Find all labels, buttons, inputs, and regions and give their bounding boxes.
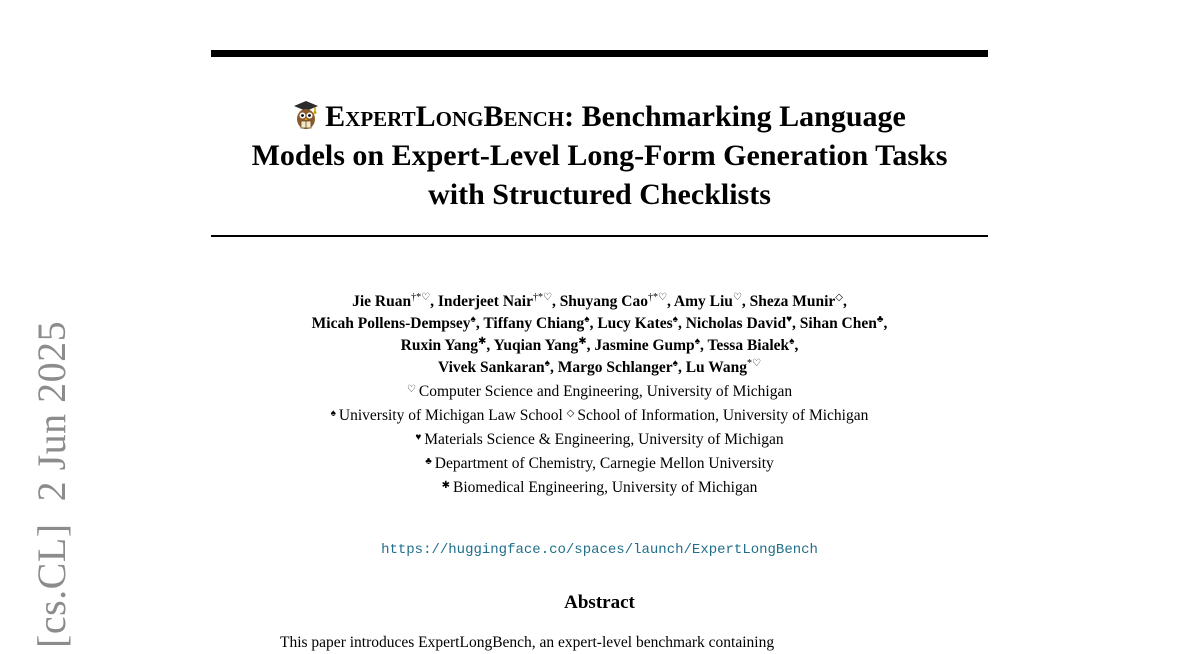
author-affiliation-marks: ♠ <box>789 335 795 347</box>
affiliation-mark: ♣ <box>425 456 432 467</box>
affiliation-mark: ♥ <box>415 432 422 443</box>
author-name: Jasmine Gump <box>594 337 695 354</box>
author-affiliation-marks: ♠ <box>694 335 700 347</box>
author-affiliation-marks: ♡ <box>732 291 742 303</box>
affiliation-mark: ✱ <box>441 480 451 491</box>
author-name: Yuqian Yang <box>493 337 579 354</box>
affiliation <box>211 451 988 475</box>
affiliation-text: Materials Science & Engineering, University of Michigan <box>424 431 784 448</box>
benchmark-name-part1: Expert <box>325 100 416 133</box>
affiliation-text: Department of Chemistry, Carnegie Mellon University <box>434 455 774 472</box>
affiliation <box>211 403 988 427</box>
author-affiliation-marks: †*♡ <box>648 291 667 303</box>
affiliation-text: School of Information, University of Michigan <box>577 407 869 424</box>
author-name: Sihan Chen <box>799 315 877 332</box>
arxiv-date: 2 Jun 2025 <box>29 320 74 502</box>
title-rule-top <box>211 50 988 57</box>
author-name: Inderjeet Nair <box>437 293 533 310</box>
author-name: Margo Schlanger <box>557 359 673 376</box>
project-link[interactable]: https://huggingface.co/spaces/launch/ExpertLongBench <box>381 542 818 558</box>
title-line3: with Structured Checklists <box>428 178 771 211</box>
author-name: Amy Liu <box>673 293 733 310</box>
author-name: Tessa Bialek <box>707 337 790 354</box>
title-line2: Models on Expert-Level Long-Form Generation Tasks <box>251 139 948 172</box>
author-line: Micah Pollens-Dempsey♠, Tiffany Chiang♠, Lucy Kates♠, Nicholas David♥, Sihan Chen♣, <box>311 313 888 332</box>
affiliation-mark: ♠ <box>330 408 336 419</box>
author-name: Shuyang Cao <box>559 293 648 310</box>
author-name: Tiffany Chiang <box>483 315 585 332</box>
author-affiliation-marks: ♠ <box>470 313 476 325</box>
author-affiliation-marks: †*♡ <box>532 291 552 303</box>
author-name: Nicholas David <box>685 315 787 332</box>
author-affiliation-marks: ♥ <box>786 313 793 325</box>
author-block <box>211 291 988 499</box>
author-affiliation-marks: ✱ <box>478 335 487 347</box>
title-line1-rest: : Benchmarking Language <box>564 100 906 133</box>
author-line: Vivek Sankaran♠, Margo Schlanger♠, Lu Wang*♡ <box>437 357 762 376</box>
title-rule-bottom <box>211 235 988 237</box>
benchmark-name-part3: Bench <box>483 100 565 133</box>
affiliation <box>211 475 988 499</box>
author-affiliation-marks: ♣ <box>876 313 884 325</box>
affiliation-text: University of Michigan Law School <box>338 407 563 424</box>
author-affiliation-marks: ✱ <box>578 335 587 347</box>
author-name: Lu Wang <box>685 359 748 376</box>
author-affiliation-marks: ◇ <box>835 291 843 303</box>
author-name: Ruxin Yang <box>400 337 479 354</box>
affiliation <box>211 379 988 403</box>
paper-title <box>211 97 988 214</box>
affiliation-text: Biomedical Engineering, University of Michigan <box>453 479 758 496</box>
author-line: Jie Ruan†*♡, Inderjeet Nair†*♡, Shuyang Cao†*♡, Amy Liu♡, Sheza Munir◇, <box>352 291 847 310</box>
affiliation <box>211 427 988 451</box>
author-name: Micah Pollens-Dempsey <box>311 315 471 332</box>
abstract-heading: Abstract <box>564 592 635 613</box>
author-affiliation-marks: *♡ <box>747 357 762 369</box>
arxiv-stamp <box>31 299 73 648</box>
affiliation-text: Computer Science and Engineering, University of Michigan <box>418 383 793 400</box>
author-name: Vivek Sankaran <box>437 359 545 376</box>
affiliation-mark: ◇ <box>566 408 575 419</box>
affiliation-mark: ♡ <box>406 384 416 395</box>
author-name: Lucy Kates <box>597 315 673 332</box>
author-affiliation-marks: †*♡ <box>411 291 431 303</box>
author-line: Ruxin Yang✱, Yuqian Yang✱, Jasmine Gump♠, Tessa Bialek♠, <box>400 335 799 354</box>
author-affiliation-marks: ♠ <box>672 357 678 369</box>
project-url <box>211 542 988 558</box>
author-affiliation-marks: ♠ <box>672 313 678 325</box>
abstract-text: This paper introduces ExpertLongBench, an expert-level benchmark containing <box>280 634 775 651</box>
author-name: Jie Ruan <box>352 293 412 310</box>
arxiv-category: [cs.CL] <box>29 523 74 648</box>
benchmark-name-part2: Long <box>415 100 484 133</box>
author-affiliation-marks: ♠ <box>584 313 590 325</box>
author-affiliation-marks: ♠ <box>544 357 550 369</box>
author-name: Sheza Munir <box>749 293 836 310</box>
graduate-owl-icon <box>293 100 319 130</box>
